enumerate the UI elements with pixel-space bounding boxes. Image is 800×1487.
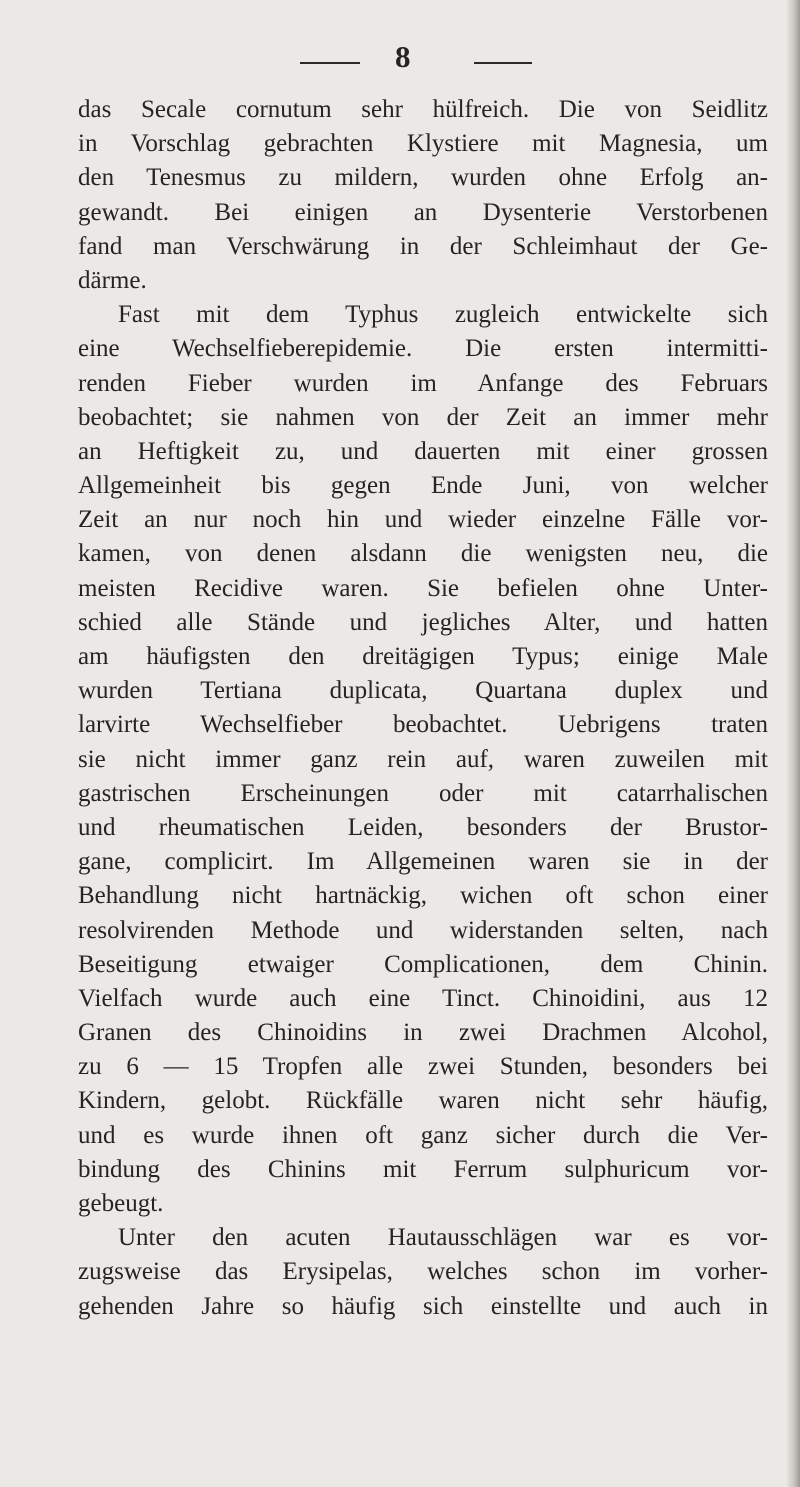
text-line: därme. xyxy=(78,266,147,294)
text-line: Kindern, gelobt. Rückfälle waren nicht sehr häufig, xyxy=(78,1087,768,1115)
text-line: zugsweise das Erysipelas, welches schon im vorher- xyxy=(78,1258,768,1286)
page-number: 8 xyxy=(395,39,411,74)
header-rule-right xyxy=(474,62,532,64)
header-rule-left xyxy=(300,62,360,64)
text-line: Allgemeinheit bis gegen Ende Juni, von welcher xyxy=(78,472,768,500)
text-line: Granen des Chinoidins in zwei Drachmen Alcohol, xyxy=(78,1019,768,1047)
text-line: und es wurde ihnen oft ganz sicher durch die Ver- xyxy=(78,1121,768,1149)
text-line: eine Wechselfieberepidemie. Die ersten intermitti- xyxy=(78,335,768,363)
body-text xyxy=(78,93,768,1324)
page-edge-shadow xyxy=(786,0,800,1487)
paragraph-start-line: Unter den acuten Hautausschlägen war es vor- xyxy=(118,1224,768,1252)
text-line: gewandt. Bei einigen an Dysenterie Verstorbenen xyxy=(78,198,768,226)
paragraph-start-line: Fast mit dem Typhus zugleich entwickelte sich xyxy=(118,301,768,329)
text-line: renden Fieber wurden im Anfange des Februars xyxy=(78,369,768,397)
text-line: Behandlung nicht hartnäckig, wichen oft schon einer xyxy=(78,882,768,910)
text-line: am häufigsten den dreitägigen Typus; einige Male xyxy=(78,643,768,670)
text-line: wurden Tertiana duplicata, Quartana duplex und xyxy=(78,677,768,705)
text-line: gebeugt. xyxy=(78,1190,164,1217)
text-line: Vielfach wurde auch eine Tinct. Chinoidini, aus 12 xyxy=(78,984,768,1012)
text-line: den Tenesmus zu mildern, wurden ohne Erfolg an- xyxy=(78,164,768,192)
text-line: das Secale cornutum sehr hülfreich. Die von Seidlitz xyxy=(78,96,768,123)
text-line: meisten Recidive waren. Sie befielen ohne Unter- xyxy=(78,574,768,602)
text-line: und rheumatischen Leiden, besonders der Brustor- xyxy=(78,813,768,841)
text-line: beobachtet; sie nahmen von der Zeit an immer mehr xyxy=(78,403,768,431)
text-line: gane, complicirt. Im Allgemeinen waren sie in der xyxy=(78,848,768,876)
text-line: in Vorschlag gebrachten Klystiere mit Magnesia, um xyxy=(78,130,768,158)
text-line: sie nicht immer ganz rein auf, waren zuweilen mit xyxy=(78,745,768,773)
text-line: Beseitigung etwaiger Complicationen, dem Chinin. xyxy=(78,950,768,978)
text-line: resolvirenden Methode und widerstanden selten, nach xyxy=(78,916,768,944)
text-line: gehenden Jahre so häufig sich einstellte und auch in xyxy=(78,1292,768,1320)
text-line: kamen, von denen alsdann die wenigsten neu, die xyxy=(78,540,768,568)
text-line: gastrischen Erscheinungen oder mit catarrhalischen xyxy=(78,779,768,807)
text-line: an Heftigkeit zu, und dauerten mit einer grossen xyxy=(78,437,768,465)
page-header xyxy=(0,38,800,78)
text-line: bindung des Chinins mit Ferrum sulphuricum vor- xyxy=(78,1155,768,1183)
text-line: larvirte Wechselfieber beobachtet. Uebrigens traten xyxy=(78,711,768,739)
text-line: zu 6 — 15 Tropfen alle zwei Stunden, besonders bei xyxy=(78,1053,768,1081)
text-line: fand man Verschwärung in der Schleimhaut der Ge- xyxy=(78,232,768,260)
text-line: Zeit an nur noch hin und wieder einzelne Fälle vor- xyxy=(78,506,768,534)
text-line: schied alle Stände und jegliches Alter, und hatten xyxy=(78,608,768,636)
